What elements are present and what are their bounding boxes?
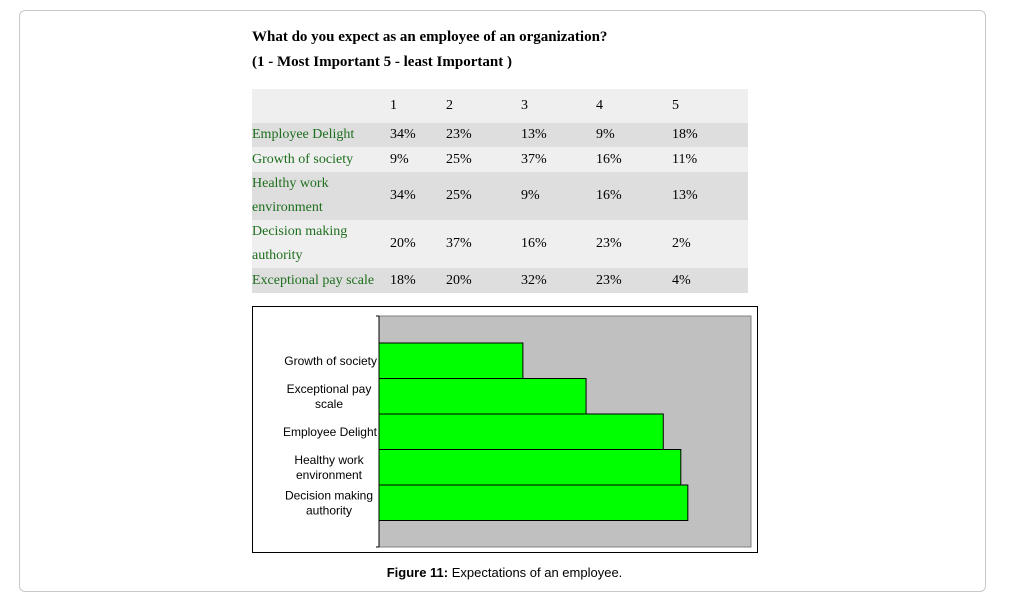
chart-category-label [294,453,364,482]
table-cell: 18% [390,268,446,293]
table-cell: 9% [596,123,672,147]
table-row [252,268,748,293]
bar-chart-svg [253,307,759,554]
chart-category-label-line: authority [305,503,353,518]
table-header-cell: 3 [521,89,596,123]
chart-bar [379,343,523,379]
row-label [252,220,390,268]
table-cell: 11% [672,147,748,172]
figure-caption-text: Expectations of an employee. [448,565,623,580]
chart-category-label-line: Decision making [284,488,374,503]
chart-category-label [287,382,372,411]
table-cell: 32% [521,268,596,293]
table-cell: 13% [521,123,596,147]
table-cell: 16% [521,220,596,268]
survey-table [252,89,748,293]
table-row [252,220,748,268]
table-cell: 20% [446,268,521,293]
table-header-row [252,89,748,123]
row-label-line: Healthy work [252,176,329,191]
row-label-line: environment [252,200,323,215]
row-label-line: authority [252,248,303,263]
row-label-line: Decision making [252,224,348,239]
table-cell: 2% [672,220,748,268]
chart-category-label-line: environment [295,467,363,482]
row-label: Exceptional pay scale [252,268,390,293]
table-row [252,123,748,147]
table-cell: 23% [446,123,521,147]
figure-caption [0,565,1009,580]
table-cell: 37% [521,147,596,172]
table-cell: 37% [446,220,521,268]
chart-bar [379,379,586,415]
table-cell: 13% [672,172,748,220]
chart-category-label-line: Employee Delight [282,424,377,439]
figure-caption-label: Figure 11: [386,565,449,580]
table-header-cell: 4 [596,89,672,123]
chart-bar [379,485,688,521]
row-label: Employee Delight [252,123,390,147]
scale-note: (1 - Most Important 5 - least Important ) [252,54,512,70]
row-label [252,172,390,220]
table-cell: 4% [672,268,748,293]
table-header-cell: 1 [390,89,446,123]
table-header-cell: 2 [446,89,521,123]
table-cell: 18% [672,123,748,147]
table-cell: 25% [446,172,521,220]
chart-category-label [283,425,378,439]
table-cell: 34% [390,123,446,147]
chart-category-label [285,488,373,517]
chart-category-label-line: scale [314,396,344,411]
table-cell: 23% [596,268,672,293]
chart-category-label-line: Healthy work [294,452,364,467]
table-row [252,147,748,172]
table-cell: 9% [390,147,446,172]
chart-category-label-line: Exceptional pay [286,381,372,396]
table-cell: 16% [596,172,672,220]
table-header-cell: 5 [672,89,748,123]
table-cell: 34% [390,172,446,220]
table-cell: 23% [596,220,672,268]
chart-bar [379,450,681,486]
table-cell: 20% [390,220,446,268]
table-cell: 16% [596,147,672,172]
chart-category-label-line: Growth of society [284,353,377,368]
table-cell: 9% [521,172,596,220]
table-row [252,172,748,220]
table-header-empty [252,89,390,123]
chart-bar [379,414,663,450]
bar-chart [252,306,758,553]
row-label: Growth of society [252,147,390,172]
table-cell: 25% [446,147,521,172]
chart-category-label [284,354,377,368]
survey-question: What do you expect as an employee of an organization? [252,29,608,45]
